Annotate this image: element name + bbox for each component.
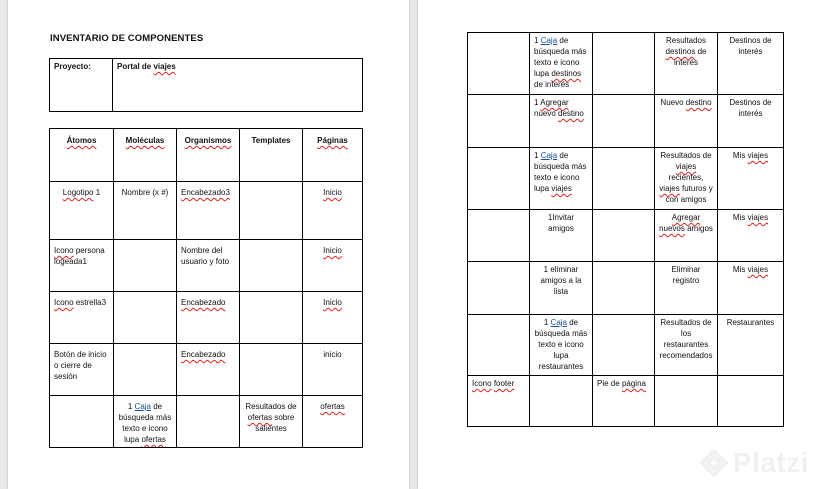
platzi-logo-icon	[699, 448, 729, 478]
table-cell: Mis viajes	[718, 262, 784, 315]
table-cell: Encabezado3	[177, 182, 240, 240]
table-row	[468, 262, 784, 315]
project-table	[49, 58, 363, 112]
table-cell: Destinos de interés	[718, 33, 784, 95]
table-cell: ofertas	[303, 396, 363, 448]
table-cell: Nombre del usuario y foto	[177, 240, 240, 292]
table-cell	[240, 344, 303, 396]
table-cell: Agregar nuevos amigos	[655, 210, 718, 262]
table-cell	[468, 262, 530, 315]
table-cell	[240, 182, 303, 240]
table-cell: 1 Caja de búsqueda más texto e icono lupa destinos de interés	[530, 33, 593, 95]
document-page-1	[8, 0, 409, 489]
table-cell: 1 Agregar nuevo destino	[530, 95, 593, 148]
project-value: Portal de viajes	[117, 62, 176, 71]
table-row	[468, 148, 784, 210]
column-header: Átomos	[50, 129, 114, 182]
table-cell	[468, 33, 530, 95]
table-cell: Icono footer	[468, 376, 530, 427]
table-header-row	[50, 129, 363, 182]
table-cell	[593, 95, 655, 148]
table-cell	[593, 315, 655, 376]
project-label-cell	[50, 59, 113, 112]
table-row	[468, 95, 784, 148]
project-label: Proyecto:	[54, 62, 91, 71]
table-cell: Encabezado	[177, 292, 240, 344]
table-cell	[468, 148, 530, 210]
table-cell: Inicio	[303, 240, 363, 292]
table-cell	[593, 210, 655, 262]
table-cell: 1 Caja de búsqueda más texto e icono lupa viajes	[530, 148, 593, 210]
table-cell: Eliminar registro	[655, 262, 718, 315]
table-cell: Logotipo 1	[50, 182, 114, 240]
table-row	[50, 182, 363, 240]
table-cell: Resultados de viajes recientes, viajes futuros y con amigos	[655, 148, 718, 210]
column-header: Páginas	[303, 129, 363, 182]
table-cell: Icono estrella3	[50, 292, 114, 344]
table-cell: 1 eliminar amigos a la lista	[530, 262, 593, 315]
table-row	[50, 344, 363, 396]
table-cell	[240, 292, 303, 344]
table-cell: Inicio	[303, 182, 363, 240]
components-table	[49, 128, 363, 448]
table-cell	[468, 95, 530, 148]
table-cell: Icono persona logeada1	[50, 240, 114, 292]
column-header: Organismos	[177, 129, 240, 182]
table-cell: Mis viajes	[718, 210, 784, 262]
table-cell	[468, 315, 530, 376]
table-row	[468, 376, 784, 427]
table-cell: Resultados de ofertas sobre salientes	[240, 396, 303, 448]
table-cell: Restaurantes	[718, 315, 784, 376]
table-cell: 1 Caja de búsqueda más texto e icono lupa restaurantes	[530, 315, 593, 376]
table-cell	[177, 396, 240, 448]
table-row	[50, 292, 363, 344]
table-cell	[593, 148, 655, 210]
table-cell: Botón de inicio o cierre de sesión	[50, 344, 114, 396]
table-row	[50, 240, 363, 292]
table-cell: Pie de página	[593, 376, 655, 427]
table-cell: Destinos de interés	[718, 95, 784, 148]
column-header: Moléculas	[114, 129, 177, 182]
table-cell	[114, 344, 177, 396]
column-header: Templates	[240, 129, 303, 182]
table-row	[468, 315, 784, 376]
table-row	[468, 33, 784, 95]
table-cell: Inicio	[303, 292, 363, 344]
table-cell	[114, 240, 177, 292]
table-cell: Nuevo destino	[655, 95, 718, 148]
table-cell: inicio	[303, 344, 363, 396]
table-cell: Mis viajes	[718, 148, 784, 210]
table-cell: 1Invitar amigos	[530, 210, 593, 262]
platzi-watermark	[699, 447, 809, 479]
table-cell	[114, 292, 177, 344]
table-cell	[593, 262, 655, 315]
table-cell: Encabezado	[177, 344, 240, 396]
table-cell: Resultados destinos de interés	[655, 33, 718, 95]
table-cell	[240, 240, 303, 292]
project-value-cell	[113, 59, 363, 112]
components-table-continued	[467, 32, 784, 427]
document-page-2	[418, 0, 827, 489]
table-cell	[50, 396, 114, 448]
table-cell	[468, 210, 530, 262]
table-row	[468, 210, 784, 262]
table-cell	[530, 376, 593, 427]
table-cell	[593, 33, 655, 95]
document-title: INVENTARIO DE COMPONENTES	[50, 33, 204, 44]
table-row	[50, 396, 363, 448]
table-cell	[718, 376, 784, 427]
watermark-text: Platzi	[732, 447, 809, 478]
table-cell: Nombre (x #)	[114, 182, 177, 240]
table-cell: Resultados de los restaurantes recomendados	[655, 315, 718, 376]
table-cell	[655, 376, 718, 427]
table-cell: 1 Caja de búsqueda más texto e icono lupa ofertas	[114, 396, 177, 448]
